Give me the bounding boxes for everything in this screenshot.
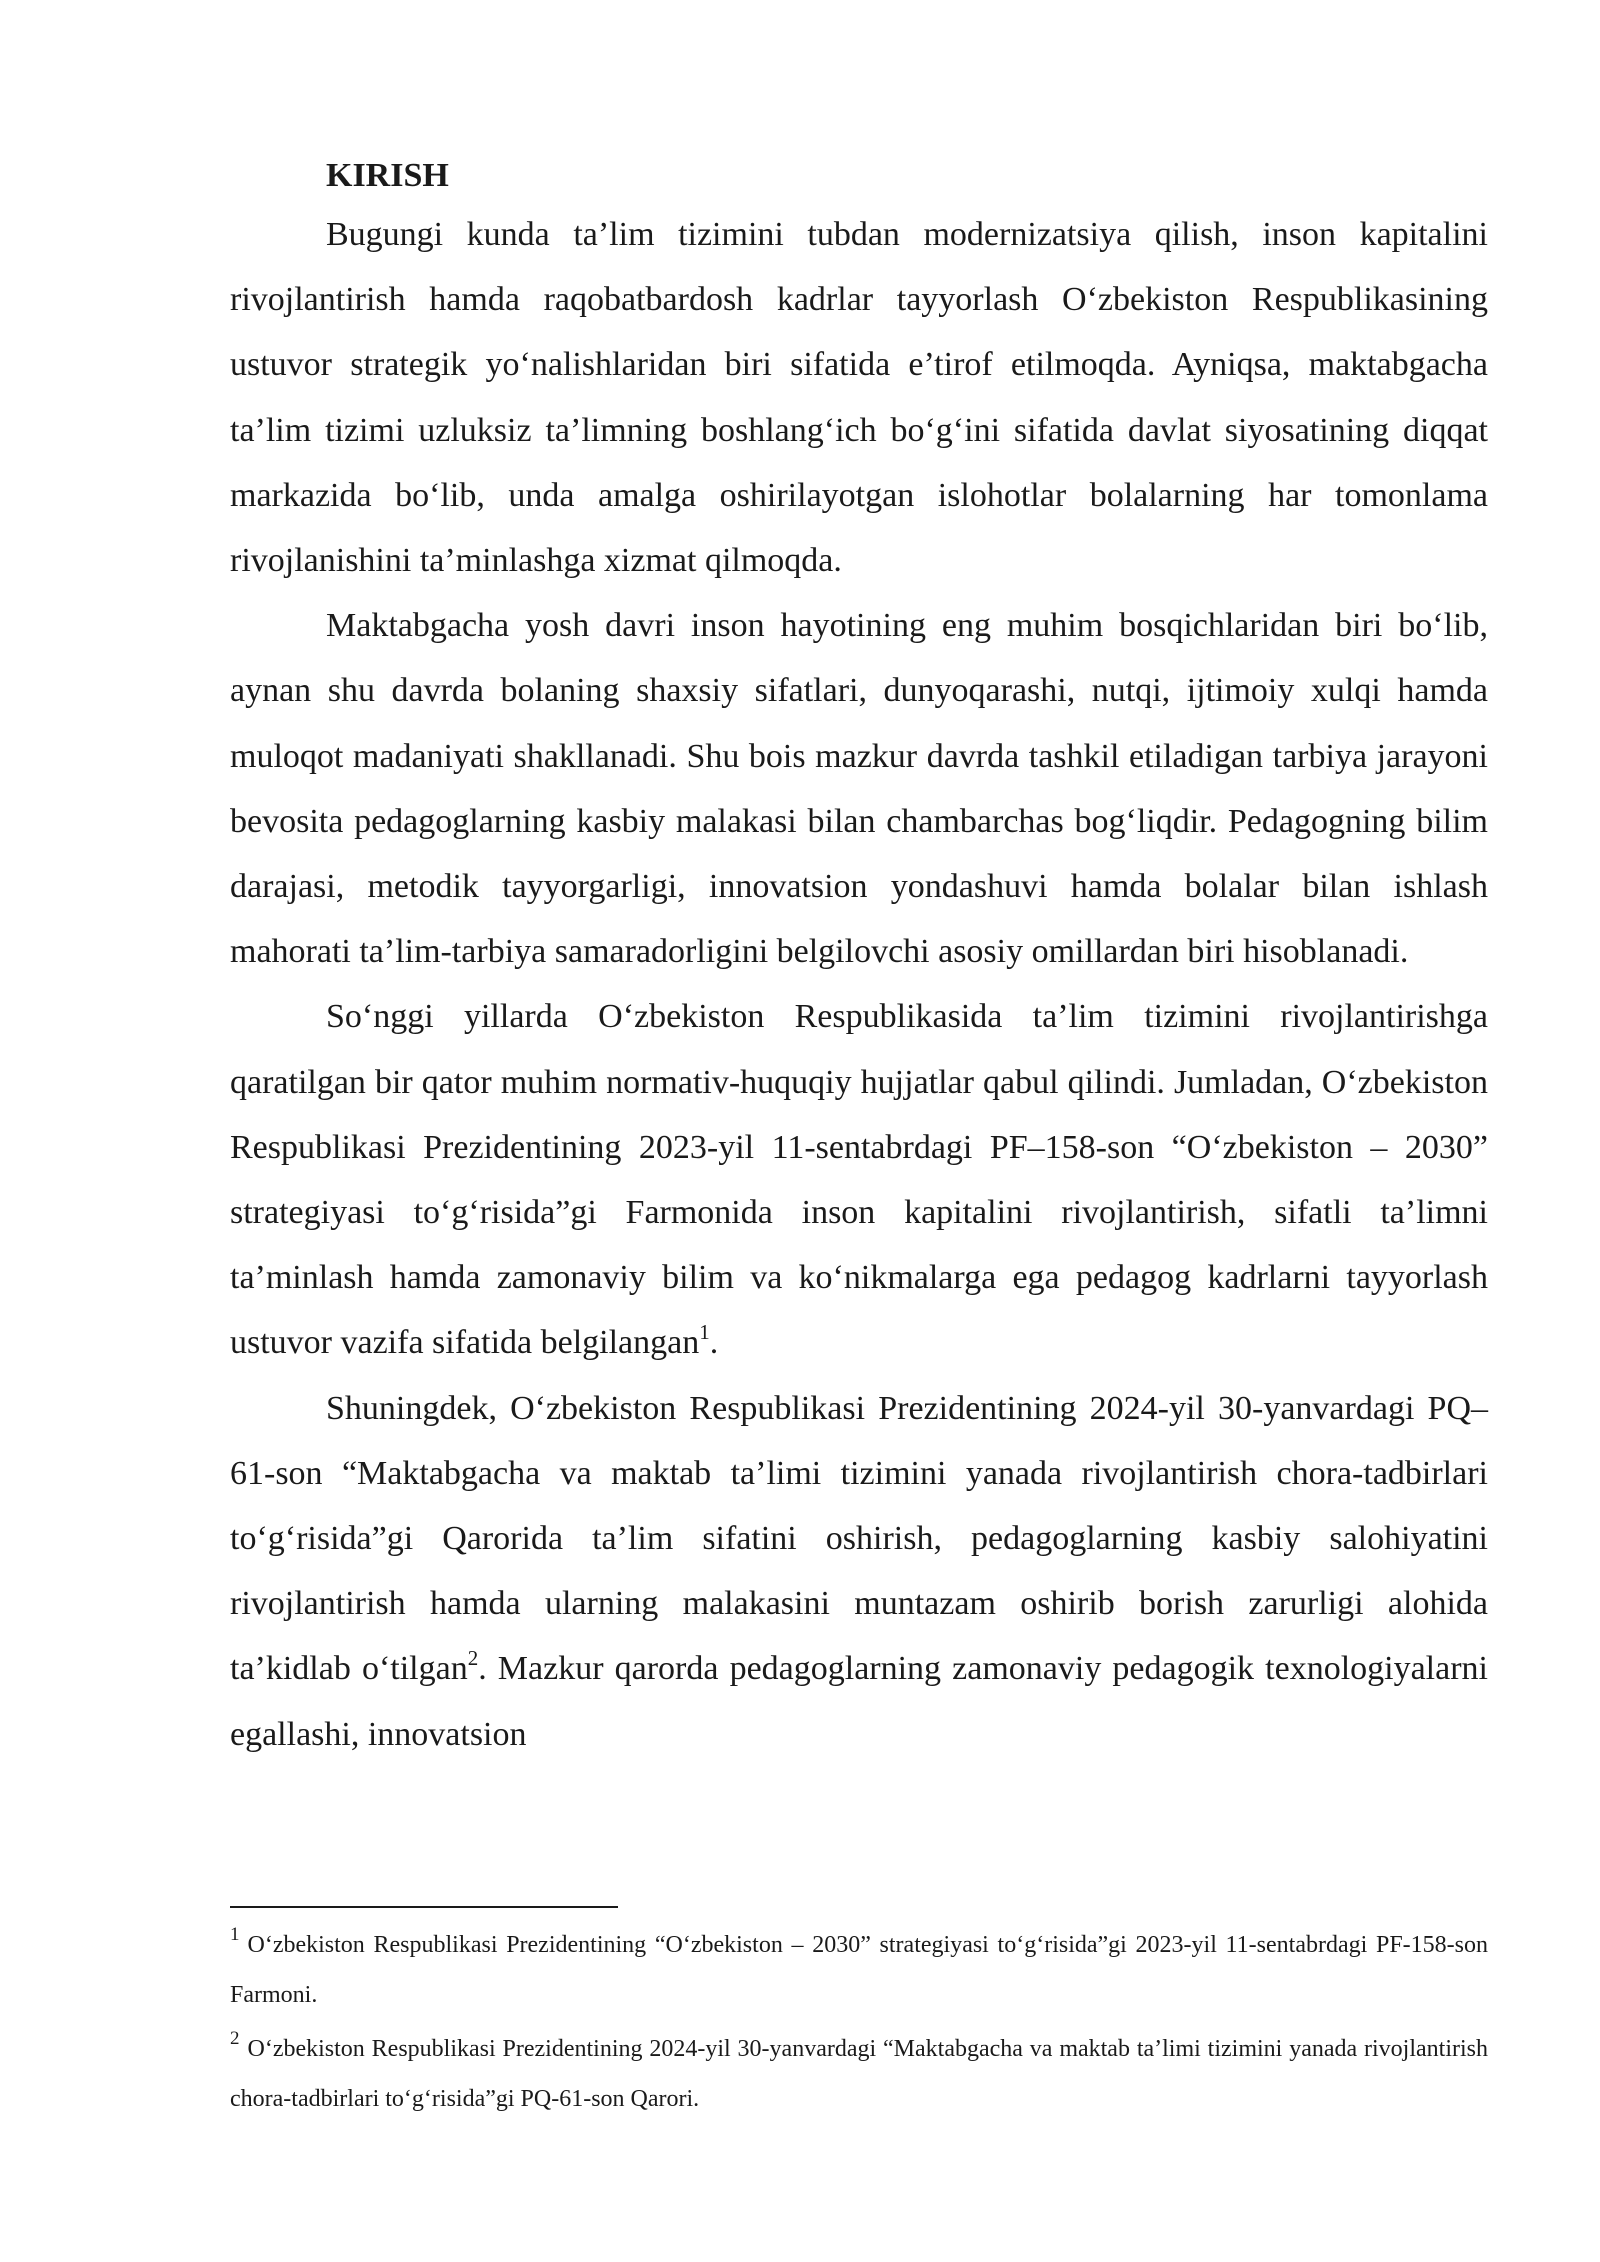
paragraph-1: Bugungi kunda ta’lim tizimini tubdan modernizatsiya qilish, inson kapitalini rivojlantirish hamda raqobatbardosh kadrlar tayyorlash O‘zbekiston Respublikasining ustuvor strategik yo‘nalishlaridan biri sifatida e’tirof etilmoqda. Ayniqsa, maktabgacha ta’lim tizimi uzluksiz ta’limning boshlang‘ich bo‘g‘ini sifatida davlat siyosatining diqqat markazida bo‘lib, unda amalga oshirilayotgan islohotlar bolalarning har tomonlama rivojlanishini ta’minlashga xizmat qilmoqda. [230,216,1488,580]
section-heading: KIRISH [326,157,449,194]
body-text [230,150,1488,1767]
paragraph-3-text: So‘nggi yillarda O‘zbekiston Respublikasida ta’lim tizimini rivojlantirishga qaratilgan bir qator muhim normativ-huquqiy hujjatlar qabul qilindi. Jumladan, O‘zbekiston Respublikasi Prezidentining 2023-yil 11-sentabrdagi PF–158-son “O‘zbekiston – 2030” strategiyasi to‘g‘risida”gi Farmonida inson kapitalini rivojlantirish, sifatli ta’limni ta’minlash hamda zamonaviy bilim va ko‘nikmalarga ega pedagog kadrlarni tayyorlash ustuvor vazifa sifatida belgilangan [230,998,1488,1362]
paragraph-4 [230,1376,1488,1767]
footnote-text-1: O‘zbekiston Respublikasi Prezidentining “O‘zbekiston – 2030” strategiyasi to‘g‘risida”gi 2023-yil 11-sentabrdagi PF-158-son Farmoni. [230,1932,1488,2008]
footnote-ref-1[interactable]: 1 [699,1320,710,1345]
paragraph-3-text-end: . [709,1324,719,1362]
footnote-separator [230,1906,618,1908]
footnote-mark-1: 1 [230,1924,240,1945]
paragraph-3 [230,984,1488,1375]
paragraph-2: Maktabgacha yosh davri inson hayotining eng muhim bosqichlaridan biri bo‘lib, aynan shu davrda bolaning shaxsiy sifatlari, dunyoqarashi, nutqi, ijtimoiy xulqi hamda muloqot madaniyati shakllanadi. Shu bois mazkur davrda tashkil etiladigan tarbiya jarayoni bevosita pedagoglarning kasbiy malakasi bilan chambarchas bog‘liqdir. Pedagogning bilim darajasi, metodik tayyorgarligi, innovatsion yondashuvi hamda bolalar bilan ishlash mahorati ta’lim-tarbiya samaradorligini belgilovchi asosiy omillardan biri hisoblanadi. [230,607,1488,971]
footnote-text-2: O‘zbekiston Respublikasi Prezidentining 2024-yil 30-yanvardagi “Maktabgacha va maktab ta’limi tizimini yanada rivojlantirish chora-tadbirlari to‘g‘risida”gi PQ-61-son Qarori. [230,2036,1488,2112]
footnote-2 [230,2024,1488,2124]
footnote-1 [230,1920,1488,2020]
footnote-ref-2[interactable]: 2 [467,1646,479,1671]
footnotes [230,1920,1488,2128]
paragraph-4-text: Shuningdek, O‘zbekiston Respublikasi Prezidentining 2024-yil 30-yanvardagi PQ–61-son “Maktabgacha va maktab ta’limi tizimini yanada rivojlantirish chora-tadbirlari to‘g‘risida”gi Qarorida ta’lim sifatini oshirish, pedagoglarning kasbiy salohiyatini rivojlantirish hamda ularning malakasini muntazam oshirib borish zarurligi alohida ta’kidlab o‘tilgan [230,1389,1488,1688]
paragraph-4-text-end: . Mazkur qarorda pedagoglarning zamonaviy pedagogik texnologiyalarni egallashi, innovatsion [230,1650,1488,1753]
footnote-mark-2: 2 [230,2028,240,2049]
